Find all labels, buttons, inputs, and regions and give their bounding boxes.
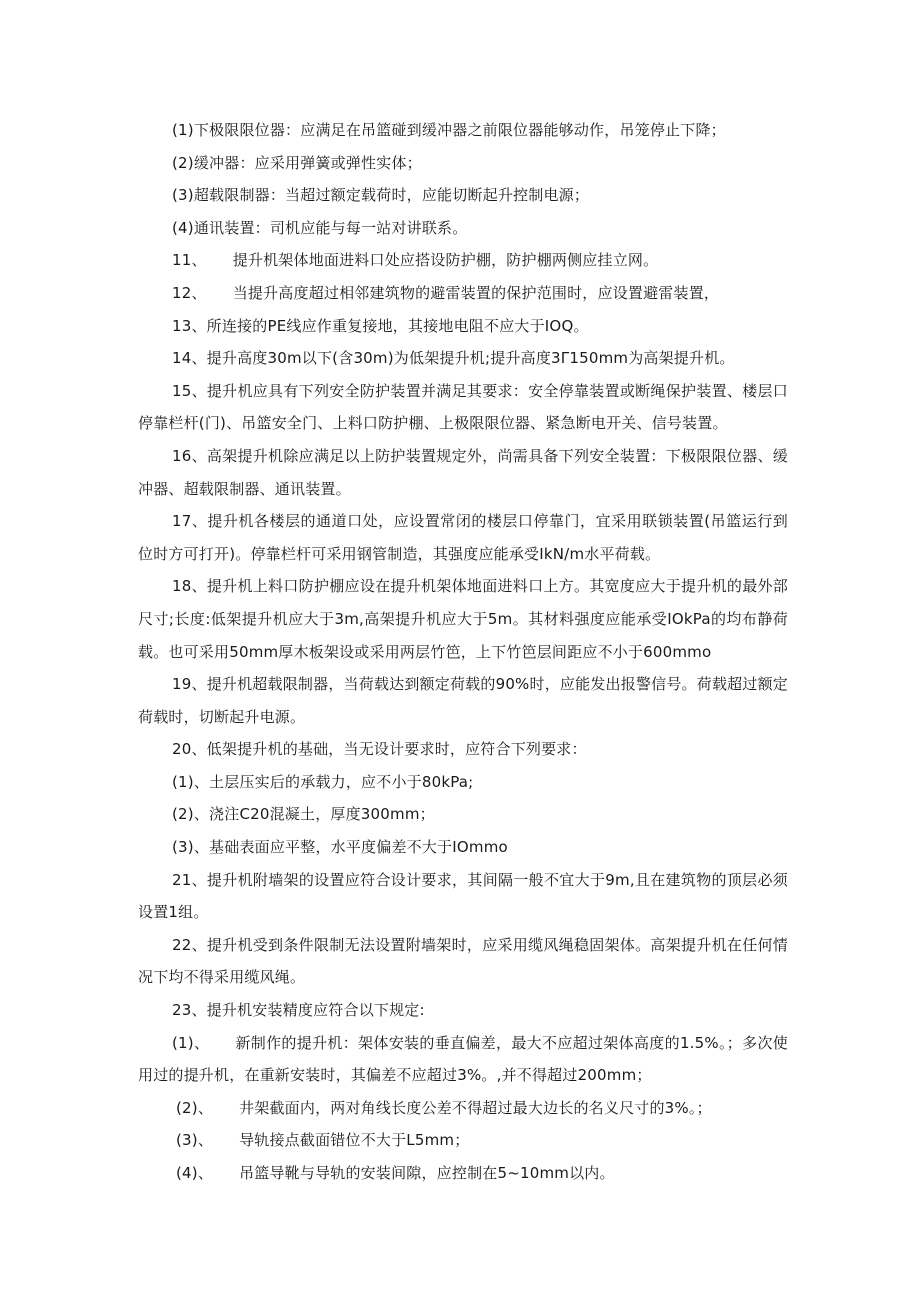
paragraph: (3)、基础表面应平整，水平度偏差不大于IOmmo — [172, 838, 508, 857]
paragraph — [138, 1124, 788, 1157]
item-number: 12、 — [172, 283, 207, 302]
paragraph: 14、提升高度30m以下(含30m)为低架提升机;提升高度3Γ150mm为高架提升机。 — [172, 349, 735, 368]
paragraph: (1)下极限限位器：应满足在吊篮碰到缓冲器之前限位器能够动作，吊笼停止下降； — [172, 121, 726, 139]
paragraph — [138, 244, 788, 277]
paragraph: 17、提升机各楼层的通道口处，应设置常闭的楼层口停靠门，宜采用联锁装置(吊篮运行到位时方可打开)。停靠栏杆可采用钢管制造，其强度应能承受IkN/m水平荷载。 — [138, 512, 788, 563]
item-text: 当提升高度超过相邻建筑物的避雷装置的保护范围时，应设置避雷装置， — [232, 283, 720, 302]
paragraph: (3)超载限制器：当超过额定载荷时，应能切断起升控制电源； — [172, 186, 590, 205]
paragraph: 20、低架提升机的基础，当无设计要求时，应符合下列要求： — [172, 740, 587, 759]
paragraph: 16、高架提升机除应满足以上防护装置规定外，尚需具备下列安全装置：下极限限位器、缓冲器、超载限制器、通讯装置。 — [138, 446, 788, 498]
paragraph: 18、提升机上料口防护棚应设在提升机架体地面进料口上方。其宽度应大于提升机的最外部尺寸;长度:低架提升机应大于3m,高架提升机应大于5m。其材料强度应能承受IOkPa的均布静荷载。也可采用50mm厚木板架设或采用两层竹笆，上下竹笆层间距应不小于600mmo — [138, 577, 788, 661]
paragraph: 21、提升机附墙架的设置应符合设计要求，其间隔一般不宜大于9m,且在建筑物的顶层必须设置1组。 — [138, 870, 788, 922]
paragraph: 15、提升机应具有下列安全防护装置并满足其要求：安全停靠装置或断绳保护装置、楼层口停靠栏杆(门)、吊篮安全门、上料口防护棚、上极限限位器、紧急断电开关、信号装置。 — [138, 381, 788, 433]
paragraph — [138, 277, 788, 310]
item-number: (3)、 — [176, 1131, 214, 1150]
paragraph: (4)通讯装置：司机应能与每一站对讲联系。 — [172, 218, 468, 237]
paragraph: 13、所连接的PE线应作重复接地，其接地电阻不应大于IOQ。 — [172, 316, 589, 335]
item-number: (4)、 — [176, 1164, 214, 1182]
item-text: 导轨接点截面错位不大于L5mm； — [239, 1131, 470, 1150]
item-text: 提升机架体地面进料口处应搭设防护棚，防护棚两侧应挂立网。 — [232, 251, 659, 270]
item-number: (2)、 — [176, 1098, 214, 1117]
paragraph — [138, 1157, 788, 1190]
item-number: (1)、 — [172, 1033, 210, 1052]
paragraph: (2)缓冲器：应采用弹簧或弹性实体； — [172, 153, 422, 172]
item-number: 11、 — [172, 251, 207, 270]
paragraph: 23、提升机安装精度应符合以下规定: — [172, 1001, 425, 1020]
item-text: 新制作的提升机：架体安装的垂直偏差，最大不应超过架体高度的1.5%。；多次使用过的提升机，在重新安装时，其偏差不应超过3%。,并不得超过200mm； — [138, 1033, 788, 1085]
paragraph: 19、提升机超载限制器，当荷载达到额定荷载的90%时，应能发出报警信号。荷载超过额定荷载时，切断起升电源。 — [138, 675, 788, 726]
paragraph: (2)、浇注C20混凝土，厚度300mm； — [172, 805, 435, 824]
paragraph: (1)、土层压实后的承载力，应不小于80kPa; — [172, 772, 474, 791]
item-text: 井架截面内，两对角线长度公差不得超过最大边长的名义尺寸的3%。； — [239, 1098, 712, 1117]
paragraph — [138, 1092, 788, 1125]
document-body — [138, 114, 788, 1190]
paragraph: 22、提升机受到条件限制无法设置附墙架时，应采用缆风绳稳固架体。高架提升机在任何情况下均不得采用缆风绳。 — [138, 935, 788, 987]
paragraph — [138, 1027, 788, 1092]
item-text: 吊篮导靴与导轨的安装间隙，应控制在5~10mm以内。 — [239, 1164, 615, 1182]
